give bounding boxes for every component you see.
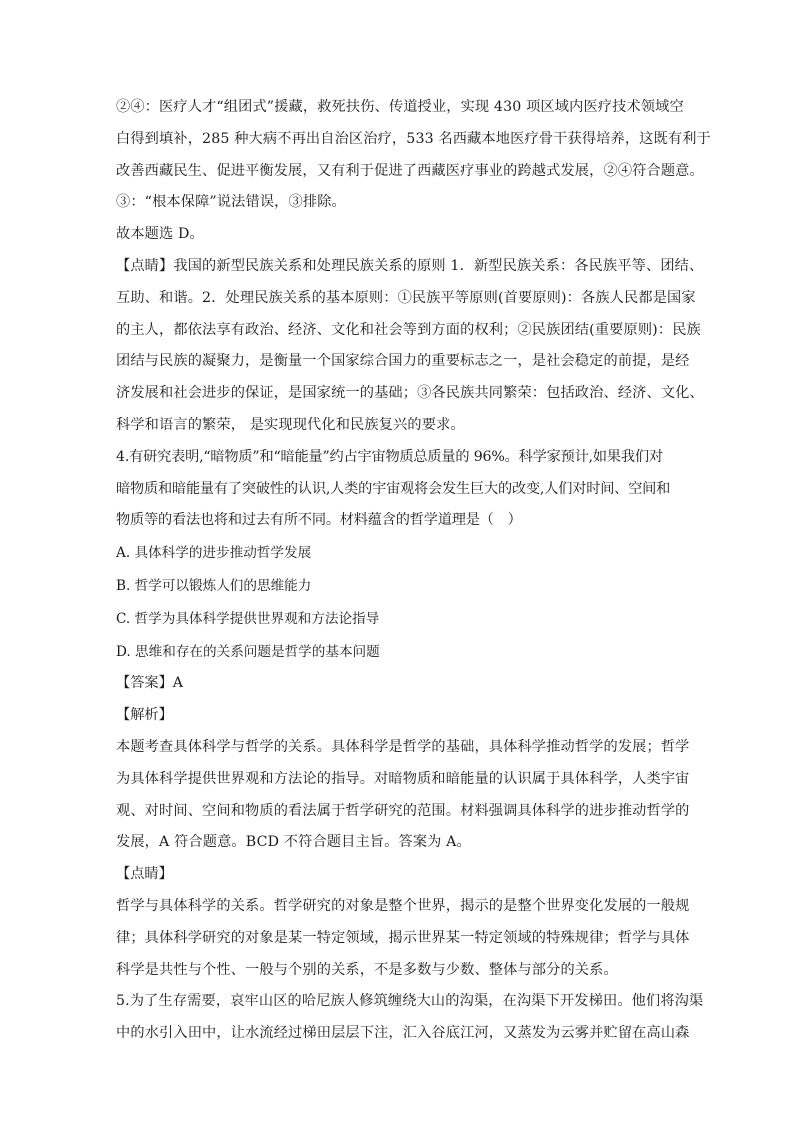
text-line: 为具体科学提供世界观和方法论的指导。对暗物质和暗能量的认识属于具体科学，人类宇宙	[116, 770, 690, 787]
option-c: C. 哲学为具体科学提供世界观和方法论指导	[116, 610, 380, 627]
text-line: ③：“根本保障”说法错误，③排除。	[116, 194, 346, 211]
question-5	[116, 986, 704, 1050]
text-line: 科学和语言的繁荣， 是实现现代化和民族复兴的要求。	[116, 416, 465, 433]
text-line: 故本题选 D。	[116, 226, 204, 243]
analysis-continuation	[116, 92, 711, 251]
dianjing-q3	[116, 251, 704, 442]
text-line: 【点睛】我国的新型民族关系和处理民族关系的原则 1．新型民族关系：各民族平等、团结、	[116, 257, 704, 274]
text-line: 观、对时间、空间和物质的看法属于哲学研究的范围。材料强调具体科学的进步推动哲学的	[116, 802, 690, 819]
text-line: 改善西藏民生、促进平衡发展，又有利于促进了西藏医疗事业的跨越式发展，②④符合题意。	[116, 162, 704, 179]
text-line: 白得到填补，285 种大病不再出自治区治疗，533 名西藏本地医疗骨干获得培养，这既有利于	[116, 130, 711, 147]
option-a: A. 具体科学的进步推动哲学发展	[116, 545, 312, 562]
text-line: 济发展和社会进步的保证，是国家统一的基础；③各民族共同繁荣：包括政治、经济、文化、	[116, 385, 704, 402]
dianjing-heading: 【点睛】	[116, 866, 173, 883]
question-stem-line: 物质等的看法也将和过去有所不同。材料蕴含的哲学道理是（ ）	[116, 512, 522, 529]
text-line: 本题考查具体科学与哲学的关系。具体科学是哲学的基础，具体科学推动哲学的发展；哲学	[116, 738, 690, 755]
text-line: 哲学与具体科学的关系。哲学研究的对象是整个世界，揭示的是整个世界变化发展的一般规	[116, 897, 690, 914]
option-b: B. 哲学可以锻炼人们的思维能力	[116, 577, 312, 594]
option-d: D. 思维和存在的关系问题是哲学的基本问题	[116, 643, 380, 660]
question-stem-line: 中的水引入田中，让水流经过梯田层层下注，汇入谷底江河，又蒸发为云雾并贮留在高山森	[116, 1025, 690, 1042]
answer-line: 【答案】A	[116, 675, 183, 692]
text-line: 科学是共性与个性、一般与个别的关系，不是多数与少数、整体与部分的关系。	[116, 961, 618, 978]
text-line: 律；具体科学研究的对象是某一特定领域，揭示世界某一特定领域的特殊规律；哲学与具体	[116, 929, 690, 946]
text-line: 团结与民族的凝聚力，是衡量一个国家综合国力的重要标志之一，是社会稳定的前提，是经	[116, 353, 690, 370]
text-line: 的主人，都依法享有政治、经济、文化和社会等到方面的权利；②民族团结(重要原则)：民族	[116, 321, 701, 338]
question-stem-line: 暗物质和暗能量有了突破性的认识,人类的宇宙观将会发生巨大的改变,人们对时间、空间和	[116, 480, 671, 497]
text-line: 发展，A 符合题意。BCD 不符合题目主旨。答案为 A。	[116, 834, 471, 851]
analysis-heading: 【解析】	[116, 707, 173, 724]
text-line: ②④：医疗人才“组团式”援藏，救死扶伤、传道授业，实现 430 项区域内医疗技术领域空	[116, 99, 684, 115]
question-4	[116, 442, 690, 987]
question-stem-line: 4.有研究表明,“暗物质”和“暗能量”约占宇宙物质总质量的 96%。科学家预计,如果我们对	[116, 448, 663, 465]
text-line: 互助、和谐。2．处理民族关系的基本原则：①民族平等原则(首要原则)：各族人民都是国家	[116, 289, 696, 306]
question-stem-line: 5.为了生存需要，哀牢山区的哈尼族人修筑缠绕大山的沟渠，在沟渠下开发梯田。他们将沟渠	[116, 993, 704, 1010]
document-page	[116, 92, 711, 1050]
